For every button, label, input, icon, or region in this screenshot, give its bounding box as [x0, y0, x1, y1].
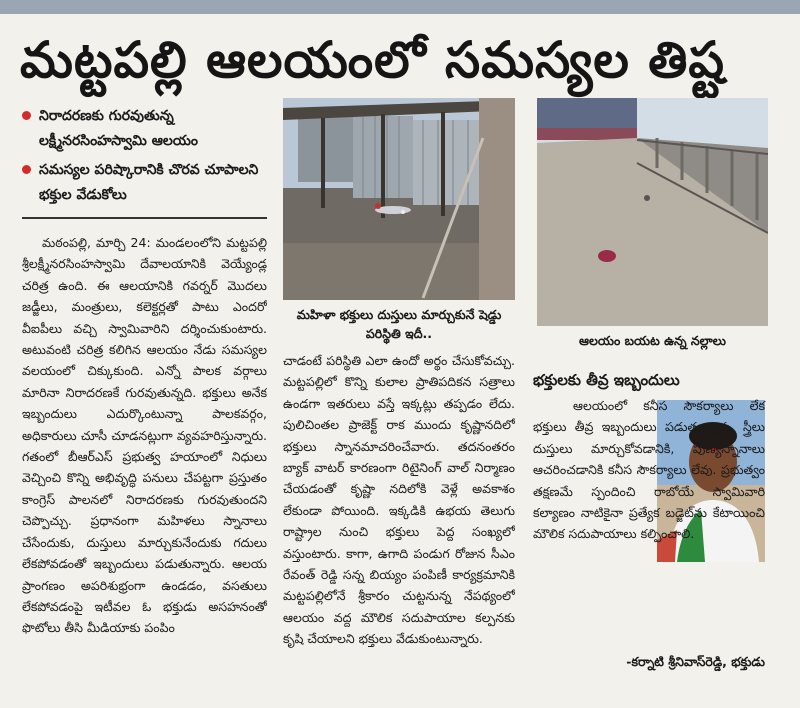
- article-paragraph: మఠంపల్లి, మార్చి 24: మండలంలోని మట్టపల్లి శ్రీలక్ష్మీనరసింహస్వామి దేవాలయానికి వెయ్యేండ్ల చరిత్ర ఉంది. ఈ ఆలయానికి గవర్నర్ మొదలు జడ్జీలు, మంత్రులు, కలెక్టర్లతో పాటు ఎందరో వీఐపీలు వచ్చి స్వామివారిని దర్శించుకుంటారు. అటువంటి చరిత్ర కలిగిన ఆలయం నేడు సమస్యల వలయంలో చిక్కుకుంది. ఎన్నో పాలక వర్గాలు మారినా నిరాదరణకే గురవుతున్నది. భక్తులు అనేక ఇబ్బందులు ఎదుర్కొంటున్నా పాలకవర్గం, అధికారులు చూసీ చూడనట్లుగా వ్యవహరిస్తున్నారు. గతంలో బీఆర్ఎస్ ప్రభుత్వ హయాంలో నిధులు వెచ్చించి కొన్ని అభివృద్ధి పనులు చేపట్టగా ప్రస్తుతం కాంగ్రెస్ పాలనలో నిరాదరణకు గురవుతుందని చెప్పొచ్చు. ప్రధానంగా మహిళలు స్నానాలు చేసేందుకు, దుస్తులు మార్చుకునేందుకు గదులు లేకపోవడంతో ఇబ్బందులు పడుతున్నారు. ఆలయ ప్రాంగణం అపరిశుభ్రంగా ఉండడం, వసతులు లేకపోవడంపై ఇటీవల ఓ భక్తుడు అసహనంతో ఫొటోలు తీసి మీడియాకు పంపిం: [22, 235, 267, 636]
- article-paragraph: చాడంటే పరిస్థితి ఎలా ఉందో అర్థం చేసుకోవచ్చు. మట్టపల్లిలో కొన్ని కులాల ప్రాతిపదికన సత్రాలు ఉండగా ఇతరులు వస్తే ఇక్కట్లు తప్పడం లేదు. పులిచింతల ప్రాజెక్ట్ రాక ముందు కృష్ణానదిలో భక్తులు స్నానమాచరించేవారు. తదనంతరం బ్యాక్ వాటర్ కారణంగా రిటైనింగ్ వాల్ నిర్మాణం చేయడంతో కృష్ణా నదిలోకి వెళ్లే అవకాశం లేకుండా పోయింది. ఇక్కడికి ఉభయ తెలుగు రాష్ట్రాల నుంచి భక్తులు పెద్ద సంఖ్యలో వస్తుంటారు. కాగా, ఉగాది పండుగ రోజున సీఎం రేవంత్ రెడ్డి సన్న బియ్యం పంపిణీ కార్యక్రమానికి మట్టపల్లిలోనే శ్రీకారం చుట్టనున్న నేపథ్యంలో ఆలయం వద్ద మౌలిక సదుపాయాల కల్పనకు కృషి చేయాలని భక్తులు వేడుకుంటున్నారు.: [283, 353, 515, 647]
- byline: -కర్నాటి శ్రీనివాస్‌రెడ్డి, భక్తుడు: [626, 654, 765, 669]
- article-column-3: [533, 395, 765, 655]
- bullet-list: [22, 104, 267, 212]
- bullet-text: నిరాదరణకు గురవుతున్న లక్ష్మీనరసింహస్వామి ఆలయం: [39, 108, 198, 149]
- headline: మట్టపల్లి ఆలయంలో సమస్యల తిష్ట: [20, 31, 726, 89]
- red-bullet-icon: [22, 111, 31, 120]
- red-bullet-icon: [22, 165, 31, 174]
- top-border-strip: [0, 0, 800, 14]
- shed-photo-illustration: [283, 98, 515, 300]
- divider: [22, 217, 267, 219]
- bullet-item: [22, 104, 267, 154]
- bullet-item: [22, 158, 267, 208]
- shed-photo: [283, 98, 515, 300]
- article-column-1: [22, 232, 267, 687]
- taps-photo: [537, 98, 768, 326]
- subheading: భక్తులకు తీవ్ర ఇబ్బందులు: [533, 371, 680, 389]
- photo-caption: మహిళా భక్తులు దుస్తులు మార్చుకునే షెడ్డు పరిస్థితి ఇదీ..: [296, 307, 502, 341]
- photo-caption: ఆలయం బయట ఉన్న నల్లాలు: [579, 333, 726, 348]
- taps-photo-illustration: [537, 98, 768, 326]
- article-column-2: [283, 350, 515, 687]
- article-paragraph: ఆలయంలో కనీస సౌకర్యాలు లేక భక్తులు తీవ్ర ఇబ్బందులు పడుతున్నారు. స్త్రీలు దుస్తులు మార్చుకోవడానికి, పుణ్యస్నానాలు ఆచరించడానికి కనీస సౌకర్యాలు లేవు. ప్రభుత్వం తక్షణమే స్పందించి రాబోయే స్వామివారి కల్యాణం నాటికైనా ప్రత్యేక బడ్జెట్‌ను కేటాయించి మౌలిక సదుపాయాలు కల్పించాలి.: [533, 398, 765, 542]
- bullet-text: సమస్యల పరిష్కారానికి చొరవ చూపాలని భక్తుల వేడుకోలు: [39, 162, 259, 203]
